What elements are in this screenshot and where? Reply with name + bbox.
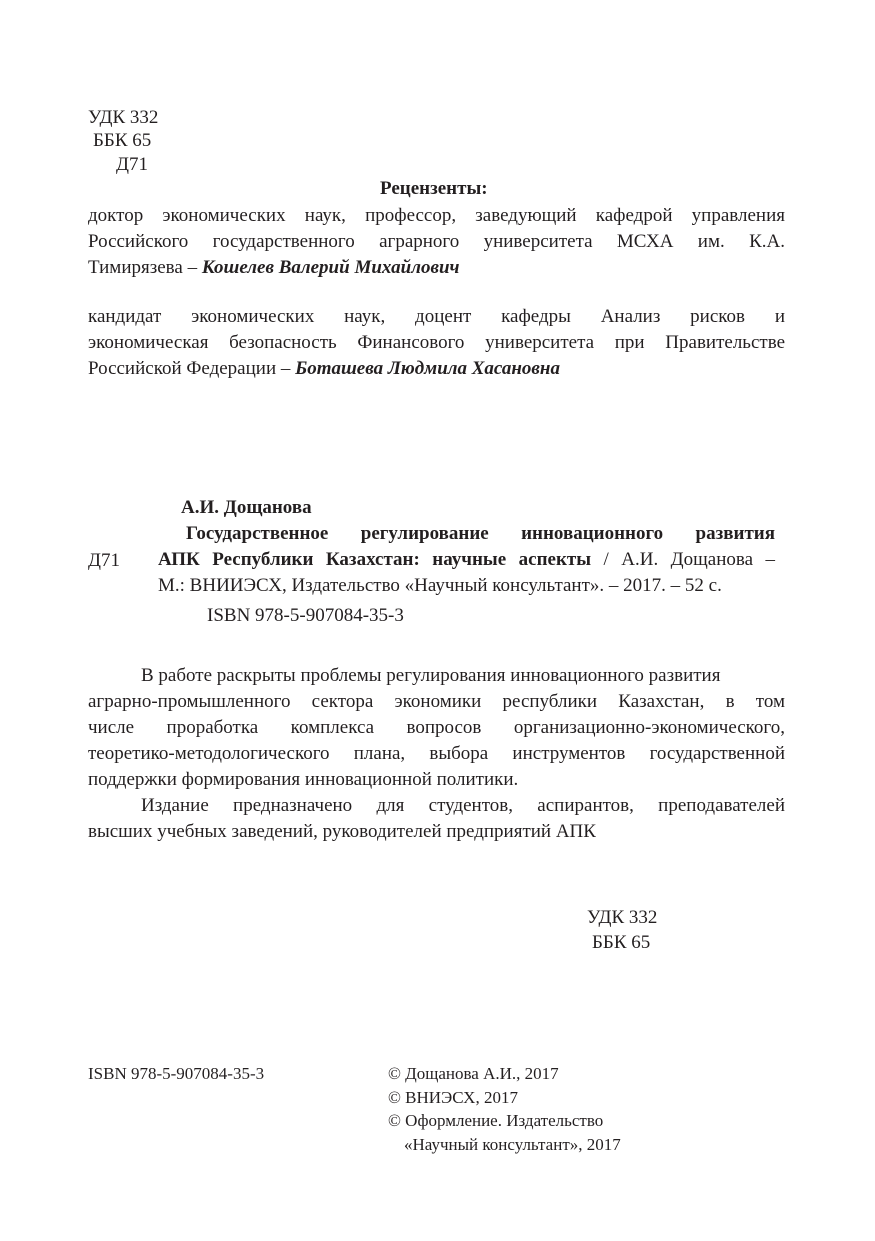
reviewer-1-line-1: доктор экономических наук, профессор, заведующий кафедрой управления bbox=[88, 205, 785, 226]
catalog-author-statement: / А.И. Дощанова – bbox=[591, 549, 775, 570]
reviewer-2-line-1: кандидат экономических наук, доцент кафедры Анализ рисков и bbox=[88, 306, 785, 327]
catalog-author: А.И. Дощанова bbox=[181, 497, 312, 518]
copyright-author: © Дощанова А.И., 2017 bbox=[388, 1064, 559, 1083]
abstract bbox=[88, 663, 785, 845]
catalog-title-line-2 bbox=[158, 547, 775, 573]
reviewer-1-prefix: Тимирязева – bbox=[88, 257, 202, 278]
footer-isbn: ISBN 978-5-907084-35-3 bbox=[88, 1064, 265, 1083]
catalog-title-bold: АПК Республики Казахстан: научные аспекты bbox=[158, 549, 592, 570]
udk-code: УДК 332 bbox=[88, 107, 159, 128]
copyright-design: © Оформление. Издательство bbox=[388, 1111, 604, 1130]
reviewers-heading: Рецензенты: bbox=[380, 178, 488, 199]
catalog-title-line-1: Государственное регулирование инновационного развития bbox=[186, 523, 775, 544]
reviewer-1-line-3 bbox=[88, 255, 785, 281]
reviewer-2-line-2: экономическая безопасность Финансового университета при Правительстве bbox=[88, 332, 785, 353]
index-udk: УДК 332 bbox=[587, 907, 658, 928]
reviewer-2-line-3 bbox=[88, 356, 785, 382]
reviewer-1-name: Кошелев Валерий Михайлович bbox=[201, 257, 460, 278]
abstract-p1-line-5: поддержки формирования инновационной политики. bbox=[88, 769, 519, 790]
abstract-p2-line-1: Издание предназначено для студентов, аспирантов, преподавателей bbox=[141, 795, 785, 816]
reviewer-2 bbox=[88, 304, 785, 382]
copyright-publisher: «Научный консультант», 2017 bbox=[404, 1134, 621, 1154]
catalog-description bbox=[158, 521, 775, 599]
abstract-p1-line-2: аграрно-промышленного сектора экономики республики Казахстан, в том bbox=[88, 691, 785, 712]
bbk-code: ББК 65 bbox=[93, 130, 152, 151]
catalog-isbn: ISBN 978-5-907084-35-3 bbox=[207, 605, 404, 626]
catalog-author-mark: Д71 bbox=[88, 550, 120, 571]
copyright-block bbox=[388, 1062, 621, 1156]
reviewer-2-name: Боташева Людмила Хасановна bbox=[295, 358, 560, 379]
author-mark-code: Д71 bbox=[116, 154, 148, 175]
copyright-institute: © ВНИЭСХ, 2017 bbox=[388, 1087, 518, 1107]
catalog-publication: М.: ВНИИЭСХ, Издательство «Научный консультант». – 2017. – 52 с. bbox=[158, 575, 722, 596]
reviewer-1-line-2: Российского государственного аграрного университета МСХА им. К.А. bbox=[88, 231, 785, 252]
reviewer-2-prefix: Российской Федерации – bbox=[88, 358, 296, 379]
reviewer-1 bbox=[88, 203, 785, 281]
abstract-p1-line-1: В работе раскрыты проблемы регулирования инновационного развития bbox=[141, 665, 721, 686]
abstract-p1-line-4: теоретико-методологического плана, выбора инструментов государственной bbox=[88, 743, 785, 764]
abstract-p1-line-3: числе проработка комплекса вопросов организационно-экономического, bbox=[88, 717, 785, 738]
index-bbk: ББК 65 bbox=[592, 932, 651, 953]
abstract-p2-line-2: высших учебных заведений, руководителей предприятий АПК bbox=[88, 821, 596, 842]
